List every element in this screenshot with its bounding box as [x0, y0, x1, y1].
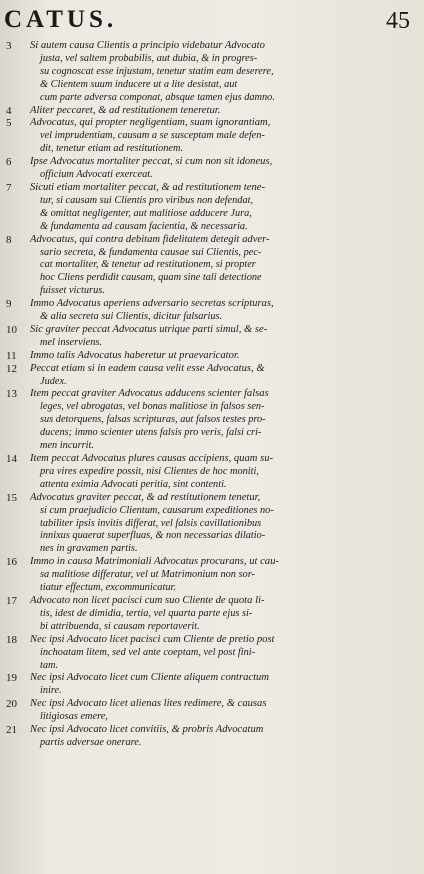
entry-7 [0, 182, 424, 234]
entry-line: inchoatam litem, sed vel ante coeptam, vel post fini- [40, 646, 256, 658]
entry-number: 6 [6, 156, 12, 169]
entry-number: 5 [6, 117, 12, 130]
entry-19 [0, 672, 424, 698]
entry-line: Sicuti etiam mortaliter peccat, & ad restitutionem tene- [30, 181, 265, 193]
entry-line: Ipse Advocatus mortaliter peccat, si cum non sit idoneus, [30, 156, 273, 168]
entry-4 [0, 105, 424, 118]
entry-line: justa, vel saltem probabilis, aut dubia, & in progres- [40, 52, 258, 64]
entry-number: 18 [6, 633, 17, 646]
entry-number: 20 [6, 698, 17, 711]
entry-line: attenta eximia Advocati peritia, sint contenti. [40, 478, 227, 490]
entry-line: dit, tenetur etiam ad restitutionem. [40, 143, 184, 155]
entry-line: tis, idest de dimidia, tertia, vel quarta parte ejus si- [40, 607, 253, 619]
entry-line: Advocatus, qui contra debitam fidelitatem detegit adver- [30, 233, 270, 245]
entry-21 [0, 724, 424, 750]
entry-11 [0, 350, 424, 363]
entry-line: Aliter peccaret, & ad restitutionem teneretur. [30, 104, 221, 116]
entry-line: sa malitiose differatur, vel ut Matrimonium non sor- [40, 569, 255, 581]
entry-8 [0, 234, 424, 299]
entry-15 [0, 492, 424, 557]
entry-number: 8 [6, 233, 12, 246]
entry-10 [0, 324, 424, 350]
entry-line: nes in gravamen partis. [40, 543, 138, 555]
entry-line: & omittat negligenter, aut malitiose adducere Jura, [40, 207, 252, 219]
entry-line: vel imprudentiam, causam a se susceptam male defen- [40, 130, 265, 142]
entry-line: fuisset victurus. [40, 285, 105, 297]
entry-number: 12 [6, 362, 17, 375]
entry-line: tur, si causam sui Clientis pro viribus non defendat, [40, 194, 254, 206]
entry-number: 15 [6, 491, 17, 504]
entry-line: Immo in causa Matrimoniali Advocatus procurans, ut cau- [30, 556, 279, 568]
entry-line: ducens; immo scienter utens falsis pro veris, falsi cri- [40, 427, 262, 439]
entry-line: Peccat etiam si in eadem causa velit esse Advocatus, & [30, 362, 265, 374]
entry-line: & fundamenta ad causam facientia, & necessaria. [40, 220, 248, 232]
entry-line: su cognoscat esse injustam, tenetur statim eam deserere, [40, 65, 274, 77]
entry-line: Nec ipsi Advocato licet pacisci cum Cliente de pretio post [30, 633, 275, 645]
entry-number: 19 [6, 672, 17, 685]
entry-line: cum parte adversa componat, absque tamen ejus damno. [40, 91, 275, 103]
entry-line: inire. [40, 685, 62, 697]
entry-20 [0, 698, 424, 724]
entry-line: Immo Advocatus aperiens adversario secretas scripturas, [30, 298, 274, 310]
entry-number: 14 [6, 453, 17, 465]
entry-line: tiatur effectum, excommunicatur. [40, 582, 176, 594]
entry-line: Nec ipsi Advocato licet cum Cliente aliquem contractum [30, 672, 269, 684]
entry-16 [0, 556, 424, 595]
entry-14 [0, 453, 424, 492]
entry-number: 10 [6, 323, 17, 336]
entry-line: partis adversae onerare. [40, 736, 142, 748]
numbered-entries [0, 40, 424, 750]
entry-6 [0, 156, 424, 182]
entry-line: sario secreta, & fundamenta causae sui Clientis, pec- [40, 246, 262, 258]
entry-line: & alia secreta sui Clientis, dicitur falsarius. [40, 311, 223, 323]
entry-line: cat mortaliter, & tenetur ad restitutionem, si propter [40, 259, 256, 271]
entry-line: bi attribuenda, si causam reportaverit. [40, 620, 200, 632]
entry-line: Item peccat Advocatus plures causas accipiens, quam su- [30, 453, 274, 464]
page-header [4, 6, 410, 40]
entry-number: 4 [6, 104, 12, 117]
entry-line: Judex. [40, 375, 67, 387]
entry-line: & Clientem suum inducere ut a lite desistat, aut [40, 78, 238, 90]
page-number: 45 [386, 8, 410, 34]
entry-line: Immo talis Advocatus haberetur ut praevaricator. [30, 349, 240, 361]
entry-line: si cum praejudicio Clientum, causarum expeditiones no- [40, 504, 274, 516]
entry-line: Advocato non licet pacisci cum suo Cliente de quota li- [30, 594, 265, 606]
entry-line: Sic graviter peccat Advocatus utrique parti simul, & se- [30, 323, 268, 335]
entry-line: innixus quaerat superfluas, & non necessarias dilatio- [40, 530, 266, 542]
entry-line: sus detorquens, falsas scripturas, aut falsos testes pro- [40, 414, 266, 426]
entry-line: tabiliter ipsis invitis differat, vel falsis cavillationibus [40, 517, 262, 529]
entry-line: hoc Cliens perdidit causam, quam sine tali detectione [40, 272, 262, 284]
entry-line: litigiosas emere, [40, 711, 108, 723]
entry-number: 11 [6, 349, 17, 362]
entry-number: 13 [6, 388, 17, 401]
entry-12 [0, 363, 424, 389]
entry-line: Si autem causa Clientis a principio videbatur Advocato [30, 40, 265, 51]
entry-line: Item peccat graviter Advocatus adducens scienter falsas [30, 388, 269, 400]
entry-line: Nec ipsi Advocato licet convitiis, & probris Advocatum [30, 724, 264, 736]
entry-5 [0, 117, 424, 156]
entry-line: leges, vel abrogatas, vel bonas malitiose in falsos sen- [40, 401, 265, 413]
entry-line: men incurrit. [40, 440, 94, 452]
entry-line: Advocatus, qui propter negligentiam, suam ignorantiam, [30, 117, 271, 129]
entry-line: mel inserviens. [40, 336, 102, 348]
entry-number: 21 [6, 724, 17, 737]
entry-9 [0, 298, 424, 324]
entry-number: 17 [6, 594, 17, 607]
entry-number: 9 [6, 298, 12, 311]
entry-line: Advocatus graviter peccat, & ad restitutionem tenetur, [30, 491, 261, 503]
entry-18 [0, 634, 424, 673]
entry-line: pra vires expedire possit, nisi Clientes de hoc moniti, [40, 465, 259, 477]
entry-number: 16 [6, 556, 17, 569]
entry-13 [0, 388, 424, 453]
entry-line: officium Advocati exerceat. [40, 169, 153, 181]
running-head: CATUS. [4, 6, 118, 33]
entry-number: 3 [6, 40, 12, 52]
entry-number: 7 [6, 181, 12, 194]
entry-17 [0, 595, 424, 634]
entry-line: tam. [40, 659, 59, 671]
entry-line: Nec ipsi Advocato licet alienas lites redimere, & causas [30, 698, 267, 710]
entry-3 [0, 40, 424, 105]
